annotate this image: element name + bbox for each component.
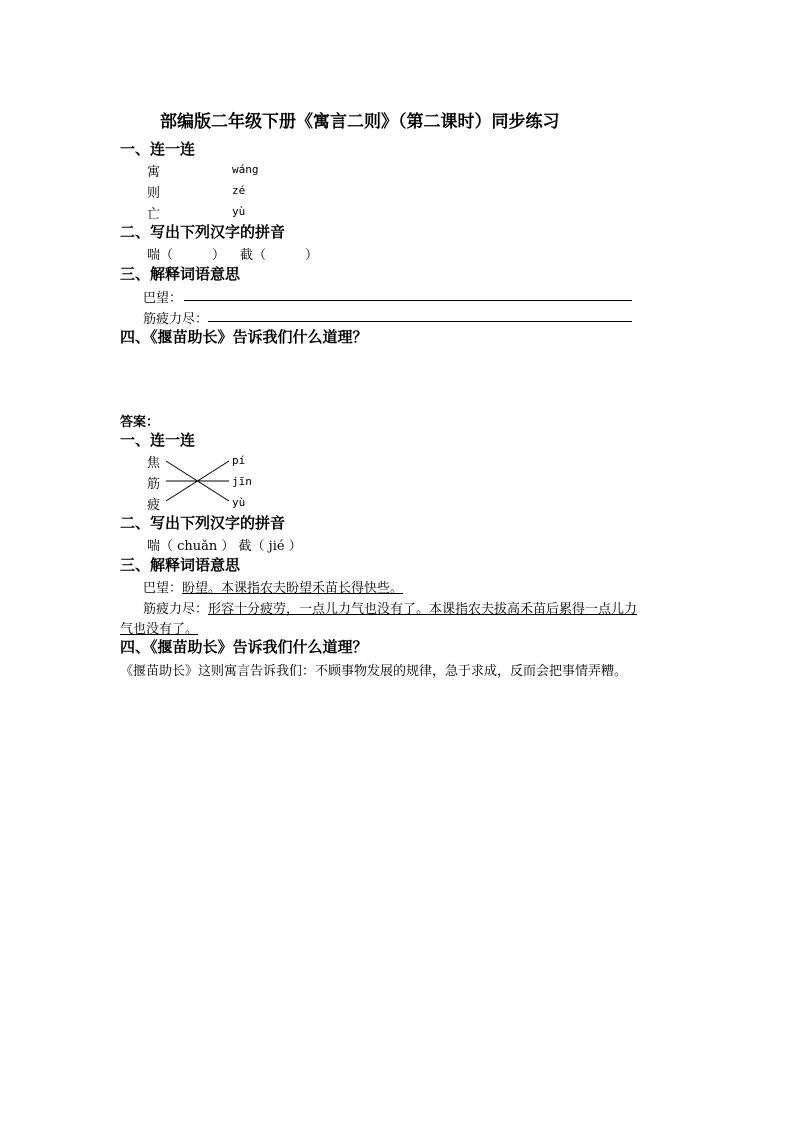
q1-char: 则 (147, 186, 161, 201)
answer-q1-char: 疲 (147, 498, 161, 513)
page-title: 部编版二年级下册《寓言二则》（第二课时）同步练习 (160, 112, 560, 132)
q1-pinyin: wáng (232, 163, 259, 176)
answer-q1-pinyin: jīn (232, 475, 252, 488)
answer-q3-definition: 盼望。本课指农夫盼望禾苗长得快些。 (182, 581, 404, 596)
q2-char: 喘 (147, 248, 161, 263)
answer-q3-item (143, 577, 403, 596)
q2-blank: （ ） (160, 248, 226, 263)
q2-blank: （ ） (253, 248, 319, 263)
answer-q3-item (143, 598, 637, 617)
answer-q3-term: 巴望： (143, 581, 183, 596)
q4-heading: 四、《揠苗助长》告诉我们什么道理？ (120, 328, 368, 346)
answer-q2-heading: 二、写出下列汉字的拼音 (120, 514, 286, 532)
q2-heading: 二、写出下列汉字的拼音 (120, 223, 286, 241)
q1-char: 亡 (147, 207, 161, 222)
q1-pinyin: zé (232, 184, 246, 197)
answers-label: 答案： (120, 415, 160, 430)
answer-q1-pinyin: yù (232, 496, 246, 509)
q3-term: 筋疲力尽： (143, 312, 209, 327)
q1-heading: 一、连一连 (120, 140, 196, 158)
answer-q1-heading: 一、连一连 (120, 431, 196, 449)
answer-q1-pinyin: pí (232, 454, 246, 467)
q1-pinyin: yù (232, 205, 246, 218)
q2-char: 截 (240, 248, 254, 263)
q3-term: 巴望： (143, 291, 183, 306)
answer-q1-char: 焦 (147, 456, 161, 471)
q3-heading: 三、解释词语意思 (120, 265, 241, 283)
answer-q3-definition: 形容十分疲劳，一点儿力气也没有了。本课指农夫拔高禾苗后累得一点儿力 (208, 602, 638, 617)
q1-char: 寓 (147, 165, 161, 180)
answer-q4-heading: 四、《揠苗助长》告诉我们什么道理？ (120, 638, 368, 656)
answer-q4-text: 《揠苗助长》这则寓言告诉我们：不顾事物发展的规律，急于求成，反而会把事情弄糟。 (120, 664, 628, 679)
answer-q2-line: 喘（ chuǎn ） 截（ jié ） (147, 539, 302, 554)
answer-q1-char: 筋 (147, 477, 161, 492)
answer-q3-heading: 三、解释词语意思 (120, 556, 241, 574)
answer-q3-term: 筋疲力尽： (143, 602, 209, 617)
answer-q3-definition-cont: 气也没有了。 (120, 622, 199, 637)
